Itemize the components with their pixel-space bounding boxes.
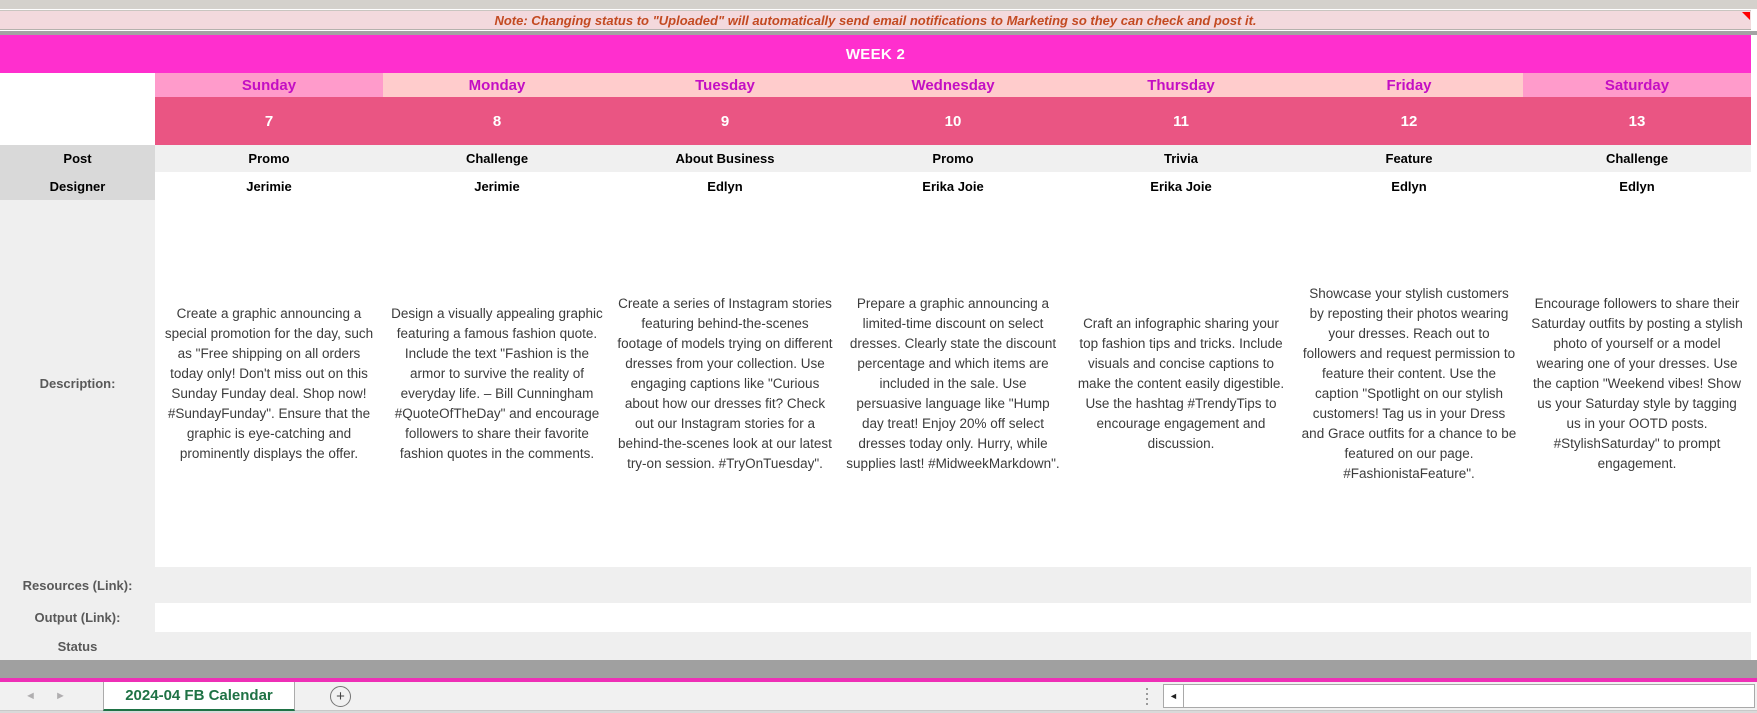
status-cells[interactable] [155, 632, 1751, 660]
designer-row-label: Designer [0, 172, 155, 200]
date-cell-sunday[interactable]: 7 [155, 97, 383, 145]
date-cell-saturday[interactable]: 13 [1523, 97, 1751, 145]
designer-cell-saturday[interactable]: Edlyn [1523, 172, 1751, 200]
resources-row-label: Resources (Link): [0, 567, 155, 603]
resources-row [0, 567, 1751, 603]
horizontal-scrollbar[interactable] [1163, 684, 1755, 708]
description-cell-thursday[interactable]: Craft an infographic sharing your top fashion tips and tricks. Include visuals and concise captions to make the content easily digestible. Use the hashtag #TrendyTips to encourage engagement and discussion. [1067, 200, 1295, 567]
description-cell-wednesday[interactable]: Prepare a graphic announcing a limited-time discount on select dresses. Clearly state the discount percentage and which items are included in the sale. Use persuasive language like "Hump day treat! Enjoy 20% off select dresses today only. Hurry, while supplies last! #MidweekMarkdown". [839, 200, 1067, 567]
add-sheet-button[interactable] [330, 686, 351, 707]
description-cell-saturday[interactable]: Encourage followers to share their Saturday outfits by posting a stylish photo of yourself or a model wearing one of your dresses. Use the caption "Weekend vibes! Show us your Saturday style by tagging us in your OOTD posts. #StylishSaturday" to prompt engagement. [1523, 200, 1751, 567]
week-banner-label: WEEK 2 [845, 45, 906, 63]
week-banner[interactable] [0, 35, 1751, 73]
description-cell-tuesday[interactable]: Create a series of Instagram stories featuring behind-the-scenes footage of models trying on different dresses from your collection. Use engaging captions like "Curious about how our dresses fit? Check out our Instagram stories for a behind-the-scenes look at our latest try-on session. #TryOnTuesday". [611, 200, 839, 567]
date-row [0, 97, 1751, 145]
date-cell-monday[interactable]: 8 [383, 97, 611, 145]
designer-cell-monday[interactable]: Jerimie [383, 172, 611, 200]
sheet-tab-label: 2024-04 FB Calendar [125, 687, 273, 704]
scrollbar-left-arrow-icon[interactable]: ◄ [1164, 685, 1184, 707]
designer-row [0, 172, 1751, 200]
day-header-row [0, 73, 1751, 97]
scrollbar-track[interactable] [1184, 685, 1754, 707]
day-header-sunday[interactable]: Sunday [155, 73, 383, 97]
designer-cell-tuesday[interactable]: Edlyn [611, 172, 839, 200]
description-row [0, 200, 1751, 567]
window-top-strip [0, 0, 1757, 10]
day-header-thursday[interactable]: Thursday [1067, 73, 1295, 97]
designer-cell-friday[interactable]: Edlyn [1295, 172, 1523, 200]
output-cells[interactable] [155, 603, 1751, 632]
status-row [0, 632, 1751, 660]
post-cell-tuesday[interactable]: About Business [611, 145, 839, 172]
date-row-spacer [0, 97, 155, 145]
description-row-label: Description: [0, 200, 155, 567]
day-header-tuesday[interactable]: Tuesday [611, 73, 839, 97]
description-cell-monday[interactable]: Design a visually appealing graphic featuring a famous fashion quote. Include the text "Fashion is the armor to survive the reality of everyday life. – Bill Cunningham #QuoteOfTheDay" and encourage followers to share their favorite fashion quotes in the comments. [383, 200, 611, 567]
description-cell-friday[interactable]: Showcase your stylish customers by reposting their photos wearing your dresses. Reach out to followers and request permission to feature their content. Use the caption "Spotlight on our stylish customers! Tag us in your Dress and Grace outfits for a chance to be featured on our page. #FashionistaFeature". [1295, 200, 1523, 567]
day-header-saturday[interactable]: Saturday [1523, 73, 1751, 97]
resources-cells[interactable] [155, 567, 1751, 603]
sheet-tab-bar [0, 682, 1757, 711]
output-row [0, 603, 1751, 632]
status-row-label: Status [0, 632, 155, 660]
day-header-monday[interactable]: Monday [383, 73, 611, 97]
output-row-label: Output (Link): [0, 603, 155, 632]
note-banner [0, 10, 1751, 30]
sheet-nav-left-icon[interactable]: ◄ [25, 690, 36, 702]
post-cell-sunday[interactable]: Promo [155, 145, 383, 172]
day-header-friday[interactable]: Friday [1295, 73, 1523, 97]
comment-marker-icon [1742, 12, 1750, 20]
designer-cell-sunday[interactable]: Jerimie [155, 172, 383, 200]
post-cell-monday[interactable]: Challenge [383, 145, 611, 172]
sheet-tab-2024-04-fb-calendar[interactable] [103, 682, 295, 711]
post-row [0, 145, 1751, 172]
note-text: Note: Changing status to "Uploaded" will automatically send email notifications to Marketing so they can check and post it. [494, 12, 1257, 28]
sheet-nav-right-icon[interactable]: ► [55, 690, 66, 702]
post-cell-saturday[interactable]: Challenge [1523, 145, 1751, 172]
date-cell-friday[interactable]: 12 [1295, 97, 1523, 145]
plus-icon: + [336, 688, 345, 705]
post-row-label: Post [0, 145, 155, 172]
post-cell-thursday[interactable]: Trivia [1067, 145, 1295, 172]
date-cell-tuesday[interactable]: 9 [611, 97, 839, 145]
post-cell-wednesday[interactable]: Promo [839, 145, 1067, 172]
tab-scroll-grip[interactable] [1146, 688, 1148, 705]
designer-cell-thursday[interactable]: Erika Joie [1067, 172, 1295, 200]
post-cell-friday[interactable]: Feature [1295, 145, 1523, 172]
description-cell-sunday[interactable]: Create a graphic announcing a special promotion for the day, such as "Free shipping on all orders today only! Don't miss out on this Sunday Funday deal. Shop now! #SundayFunday". Ensure that the graphic is eye-catching and prominently displays the offer. [155, 200, 383, 567]
date-cell-wednesday[interactable]: 10 [839, 97, 1067, 145]
date-cell-thursday[interactable]: 11 [1067, 97, 1295, 145]
designer-cell-wednesday[interactable]: Erika Joie [839, 172, 1067, 200]
bottom-gray-bar [0, 660, 1757, 678]
corner-spacer [0, 73, 155, 97]
day-header-wednesday[interactable]: Wednesday [839, 73, 1067, 97]
